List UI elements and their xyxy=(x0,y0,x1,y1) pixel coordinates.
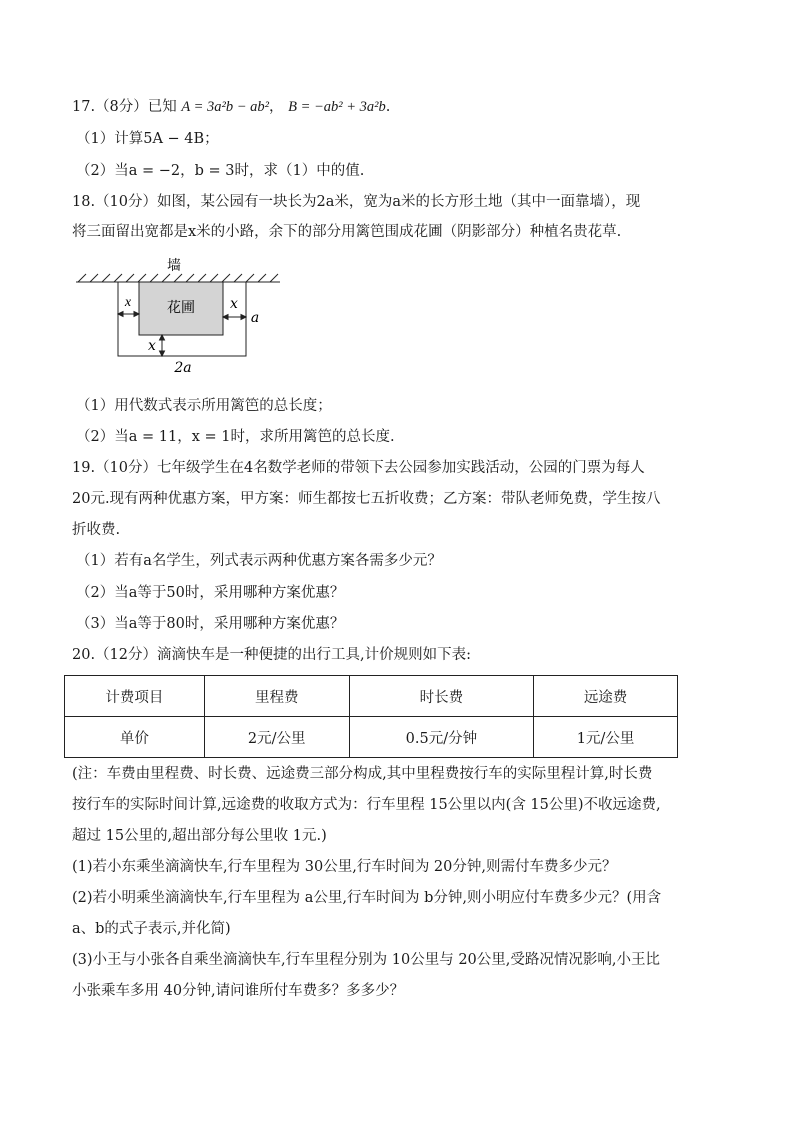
table-header-row xyxy=(65,676,678,717)
bottom-2a-label: 2a xyxy=(174,360,192,376)
q17-expression-a: A = 3a²b − ab² xyxy=(181,99,270,115)
q17-line1 xyxy=(72,97,390,117)
right-x-label: x xyxy=(230,296,238,312)
q17-expression-b: B = −ab² + 3a²b xyxy=(288,99,386,115)
q18-part1: （1）用代数式表示所用篱笆的总长度； xyxy=(76,398,332,414)
q17-period: . xyxy=(385,99,391,115)
q19-part2: （2）当a等于50时，采用哪种方案优惠？ xyxy=(76,585,345,601)
garden-diagram xyxy=(70,252,290,378)
q20-note-line1: (注：车费由里程费、时长费、远途费三部分构成,其中里程费按行车的实际里程计算,时长费 xyxy=(72,766,653,782)
q19-line1: 19.（10分）七年级学生在4名数学老师的带领下去公园参加实践活动，公园的门票为每人 xyxy=(72,460,645,476)
side-a-label: a xyxy=(250,310,260,326)
table-cell: 单价 xyxy=(65,717,205,758)
fare-table xyxy=(64,675,678,758)
q19-part1: （1）若有a名学生，列式表示两种优惠方案各需多少元？ xyxy=(76,553,442,569)
q20-sub3-line2: 小张乘车多用 40分钟,请问谁所付车费多？多多少？ xyxy=(72,983,405,999)
q19-part3: （3）当a等于80时，采用哪种方案优惠？ xyxy=(76,616,345,632)
q17-part2: （2）当a = −2，b = 3时，求（1）中的值. xyxy=(76,163,365,179)
q17-heading: 17.（8分）已知 xyxy=(72,99,177,115)
bottom-path-width-arrow xyxy=(160,335,165,356)
left-path-width-arrow xyxy=(118,312,139,317)
q20-sub2-line2: a、b的式子表示,并化简) xyxy=(72,921,231,937)
table-header-cell: 计费项目 xyxy=(65,676,205,717)
table-header-cell: 里程费 xyxy=(204,676,349,717)
q17-separator: ， xyxy=(269,99,284,115)
wall-hatching xyxy=(76,274,280,282)
q20-note-line2: 按行车的实际时间计算,远途费的收取方式为：行车里程 15公里以内(含 15公里)不收远途费, xyxy=(72,797,661,813)
table-cell: 1元/公里 xyxy=(534,717,678,758)
right-path-width-arrow xyxy=(223,315,246,320)
table-row xyxy=(65,717,678,758)
bottom-x-label: x xyxy=(148,338,156,354)
q18-line1: 18.（10分）如图，某公园有一块长为2a米，宽为a米的长方形土地（其中一面靠墙），现 xyxy=(72,194,641,210)
q19-line2: 20元.现有两种优惠方案，甲方案：师生都按七五折收费；乙方案：带队老师免费，学生按八 xyxy=(72,491,661,507)
table-cell: 0.5元/分钟 xyxy=(349,717,533,758)
q20-sub3-line1: (3)小王与小张各自乘坐滴滴快车,行车里程分别为 10公里与 20公里,受路况情况影响,小王比 xyxy=(72,952,660,968)
q20-sub1: (1)若小东乘坐滴滴快车,行车里程为 30公里,行车时间为 20分钟,则需付车费多少元？ xyxy=(72,859,617,875)
wall-label: 墙 xyxy=(167,258,181,274)
q20-line1: 20.（12分）滴滴快车是一种便捷的出行工具,计价规则如下表: xyxy=(72,647,472,663)
table-header-cell: 时长费 xyxy=(349,676,533,717)
q19-line3: 折收费. xyxy=(72,522,121,538)
garden-label: 花圃 xyxy=(167,300,195,316)
table-header-cell: 远途费 xyxy=(534,676,678,717)
q20-note-line3: 超过 15公里的,超出部分每公里收 1元.) xyxy=(72,828,327,844)
q18-line2: 将三面留出宽都是x米的小路，余下的部分用篱笆围成花圃（阴影部分）种植名贵花草. xyxy=(72,224,622,240)
q17-part1: （1）计算5A − 4B； xyxy=(76,131,219,147)
q18-part2: （2）当a = 11，x = 1时，求所用篱笆的总长度. xyxy=(76,429,395,445)
table-cell: 2元/公里 xyxy=(204,717,349,758)
left-x-label: x xyxy=(124,295,132,310)
q20-sub2-line1: (2)若小明乘坐滴滴快车,行车里程为 a公里,行车时间为 b分钟,则小明应付车费多少元？(用含 xyxy=(72,890,662,906)
